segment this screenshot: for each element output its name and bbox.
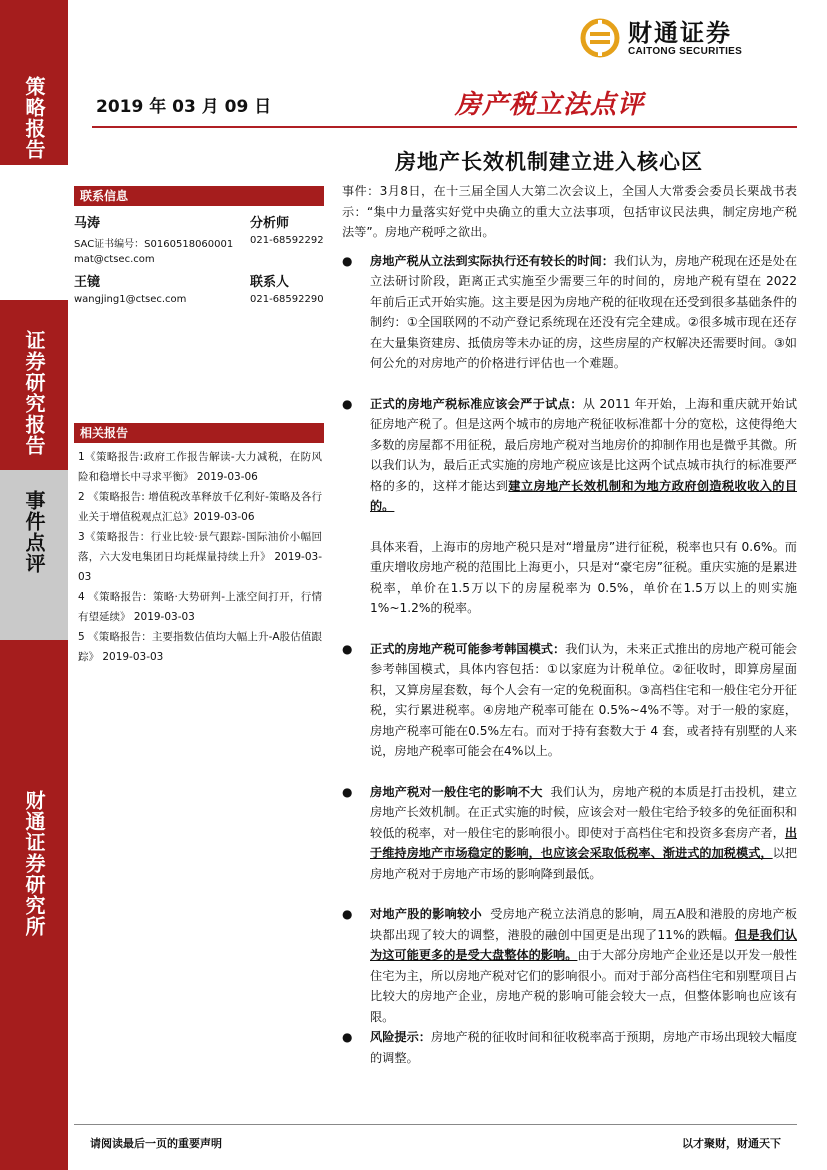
brand-logo [578, 18, 742, 58]
bullet-icon: ● [342, 1030, 353, 1044]
bullet-icon: ● [342, 641, 353, 656]
point-timeline: ● 房地产税从立法到实际执行还有较长的时间：我们认为，房地产税现在还是处在立法研讨阶段，距离正式实施至少需要三年的时间的，房地产税有望在 2022 年前后正式开始实施。这主要是因为房地产税的征收现在还受到很多基础条件的制约：①全国联网的不动产登记系统现在还没有完全建成。②很多城市现在还存在大量集资建房、抵债房等未办证的房，这些房屋的产权解决还需要时间。③如何公允的对房地产的价格进行评估也一个难题。 [342, 251, 797, 374]
analyst-cert: SAC证书编号：S0160518060001 [74, 239, 234, 250]
point-risk: ● 风险提示：房地产税的征收时间和征收税率高于预期，房地产市场出现较大幅度的调整。 [342, 1027, 797, 1068]
point-housing-impact: ● 房地产税对一般住宅的影响不大 我们认为，房地产税的本质是打击投机，建立房地产长效机制。在正式实施的时候，应该会对一般住宅给予较多的免征面积和较低的税率，对一般住宅的影响很小。即使对于高档住宅和投资多套房产者，出于维持房地产市场稳定的影响，也应该会采取低税率、渐进式的加税模式，以把房地产税对于房地产市场的影响降到最低。 [342, 782, 797, 885]
point-stock-impact: ● 对地产股的影响较小 受房地产税立法消息的影响，周五A股和港股的房地产板块都出现了较大的调整，港股的融创中国更是出现了11%的跌幅。但是我们认为这可能更多的是受大盘整体的影响。由于大部分房地产企业还是以开发一般性住宅为主，所以房地产税对它们的影响很小。而对于部分高档住宅和别墅项目占比较大的房地产企业，房地产税的影响可能会较大一点，但整体影响也应该有限。 [342, 904, 797, 1027]
bullet-icon: ● [342, 907, 353, 921]
disclaimer-notice: 请阅读最后一页的重要声明 [90, 1137, 222, 1150]
sidebar-institute: 财通证券研究所 [0, 640, 68, 1170]
contact-heading: 联系信息 [74, 186, 324, 206]
footer-divider [74, 1124, 797, 1125]
sidebar-report-type: 证券研究报告 [0, 300, 68, 470]
point-standard-detail: 具体来看，上海市的房地产税只是对“增量房”进行征税，税率也只有 0.6%。而重庆增收房地产税的范围比上海更小，只是对“豪宅房”征税。重庆实施的是累进税率，单价在1.5万以下的房屋税率为 0.5%，单价在1.5万以上的则实施1%~1.2%的税率。 [370, 539, 798, 615]
analyst-name: 马涛 [74, 216, 101, 231]
bullet-icon: ● [342, 396, 353, 411]
report-date: 2019 年 03 月 09 日 [96, 97, 272, 117]
bullet-icon: ● [342, 784, 353, 799]
related-report-item[interactable]: 2 《策略报告: 增值税改革释放千亿利好-策略及各行业关于增值税观点汇总》2019-03-06 [78, 491, 322, 523]
analyst-phone: 021-68592292 [250, 235, 324, 246]
report-body [342, 181, 797, 1068]
sidebar-event-review: 事件点评 [0, 470, 68, 640]
point-korea-model: ● 正式的房地产税可能参考韩国模式：我们认为，未来正式推出的房地产税可能会参考韩国模式，具体内容包括：①以家庭为计税单位。②征收时，即算房屋面积，又算房屋套数，每个人会有一定的免税面积。③高档住宅和一般住宅分开征税，实行累进税率。④房地产税率可能在 0.5%~4%不等。对于一般的家庭，房地产税率可能在0.5%左右。而对于持有套数大于 4 套，或者持有别墅的人来说，房地产税率可能会在4%以上。 [342, 639, 797, 762]
brand-name-en: CAITONG SECURITIES [628, 45, 743, 57]
related-reports-list [74, 443, 324, 667]
point-standard: ● 正式的房地产税标准应该会严于试点：从 2011 年开始，上海和重庆就开始试征房地产税了。但是这两个城市的房地产税征收标准都十分的宽松，这使得绝大多数的房屋都不用征税，最后房地产税对当地房价的抑制作用也是微乎其微。所以我们认为，最后正式实施的房地产税应该是比这两个试点城市执行的标准要严格的多的，这样才能达到建立房地产长效机制和为地方政府创造税收收入的目的。 [342, 394, 797, 517]
related-report-item[interactable]: 1《策略报告:政府工作报告解读-大力减税，在防风险和稳增长中寻求平衡》 2019-03-06 [78, 451, 322, 483]
slogan: 以才聚财，财通天下 [682, 1137, 781, 1150]
related-report-item[interactable]: 3《策略报告：行业比较·景气跟踪-国际油价小幅回落，六大发电集团日均耗煤量持续上升》 2019-03-03 [78, 531, 322, 583]
coin-logo-icon [578, 18, 622, 58]
document-type: 房产税立法点评 [455, 90, 645, 120]
sidebar-category: 策略报告 [0, 0, 68, 165]
related-report-item[interactable]: 4 《策略报告：策略·大势研判-上涨空间打开，行情有望延续》 2019-03-03 [78, 591, 322, 623]
analyst-email[interactable]: mat@ctsec.com [74, 254, 155, 265]
contact-phone: 021-68592290 [250, 294, 324, 305]
contact-email[interactable]: wangjing1@ctsec.com [74, 294, 187, 305]
event-intro: 事件：3月8日，在十三届全国人大第二次会议上，全国人大常委会委员长栗战书表示：“集中力量落实好党中央确立的重大立法事项，包括审议民法典，制定房地产税法等”。房地产税呼之欲出。 [342, 184, 797, 239]
related-report-item[interactable]: 5 《策略报告：主要指数估值均大幅上升-A股估值跟踪》 2019-03-03 [78, 631, 322, 663]
contact-name: 王镜 [74, 275, 101, 290]
contact-role: 联系人 [250, 275, 290, 290]
bullet-icon: ● [342, 253, 353, 268]
page-title: 房地产长效机制建立进入核心区 [395, 150, 703, 174]
header-divider [92, 126, 797, 128]
brand-name-cn: 财通证券 [628, 18, 732, 47]
analyst-role: 分析师 [250, 216, 290, 231]
info-column [74, 186, 324, 667]
related-reports-heading: 相关报告 [74, 423, 324, 443]
